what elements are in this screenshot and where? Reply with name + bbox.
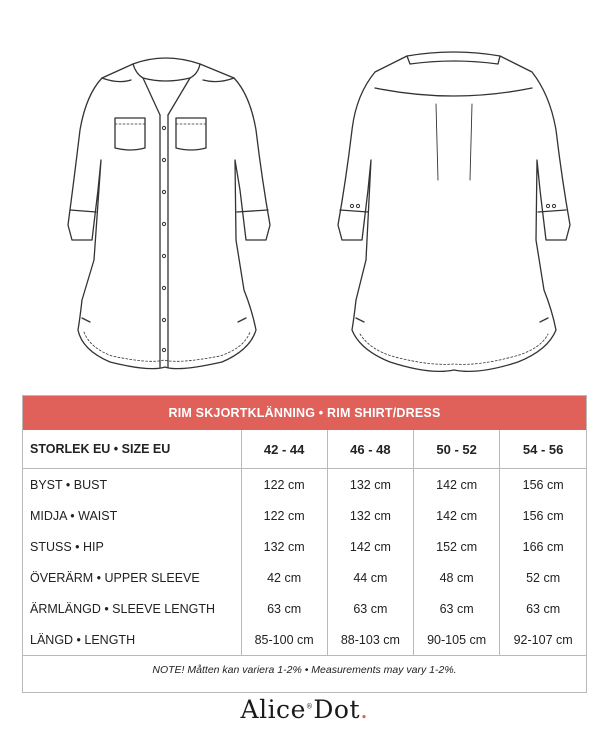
table-cell: 42 cm xyxy=(241,562,327,593)
table-cell: 152 cm xyxy=(414,531,500,562)
table-cell: 90-105 cm xyxy=(414,624,500,656)
row-label: STUSS • HIP xyxy=(30,539,104,554)
table-row xyxy=(23,562,586,593)
table-cell: 63 cm xyxy=(241,593,327,624)
brand-logo xyxy=(0,695,609,724)
table-cell: 132 cm xyxy=(327,500,413,531)
logo-dot: . xyxy=(360,695,369,724)
size-header: 50 - 52 xyxy=(414,430,500,469)
table-cell: 166 cm xyxy=(500,531,586,562)
table-cell: 142 cm xyxy=(414,500,500,531)
table-row xyxy=(23,500,586,531)
table-cell: 122 cm xyxy=(241,500,327,531)
shirt-dress-back-icon xyxy=(338,52,570,371)
measurement-note: NOTE! Måtten kan variera 1-2% • Measurements may vary 1-2%. xyxy=(23,656,586,685)
table-cell: 48 cm xyxy=(414,562,500,593)
table-cell: 52 cm xyxy=(500,562,586,593)
table-cell: 63 cm xyxy=(327,593,413,624)
size-label: STORLEK EU • SIZE EU xyxy=(23,430,241,469)
table-cell: 142 cm xyxy=(414,469,500,501)
size-header: 46 - 48 xyxy=(327,430,413,469)
table-row xyxy=(23,624,586,656)
row-label: LÄNGD • LENGTH xyxy=(30,632,136,647)
logo-text-end: Dot xyxy=(313,695,361,724)
row-label: BYST • BUST xyxy=(30,477,108,492)
size-header: 42 - 44 xyxy=(241,430,327,469)
table-cell: 88-103 cm xyxy=(327,624,413,656)
row-label: ÄRMLÄNGD • SLEEVE LENGTH xyxy=(30,601,215,616)
table-row xyxy=(23,593,586,624)
table-cell: 92-107 cm xyxy=(500,624,586,656)
table-row xyxy=(23,531,586,562)
shirt-dress-front-icon xyxy=(68,58,270,369)
table-cell: 156 cm xyxy=(500,500,586,531)
size-chart xyxy=(22,395,587,693)
table-row xyxy=(23,469,586,501)
table-cell: 142 cm xyxy=(327,531,413,562)
row-label: ÖVERÄRM • UPPER SLEEVE xyxy=(30,570,200,585)
table-cell: 132 cm xyxy=(241,531,327,562)
table-cell: 44 cm xyxy=(327,562,413,593)
header-row xyxy=(23,430,586,469)
table-cell: 63 cm xyxy=(500,593,586,624)
table-cell: 122 cm xyxy=(241,469,327,501)
logo-text: Alice xyxy=(240,695,306,724)
registered-mark: ® xyxy=(305,702,314,711)
table-cell: 156 cm xyxy=(500,469,586,501)
row-label: MIDJA • WAIST xyxy=(30,508,118,523)
size-chart-title: RIM SKJORTKLÄNNING • RIM SHIRT/DRESS xyxy=(23,396,586,430)
size-header: 54 - 56 xyxy=(500,430,586,469)
table-cell: 132 cm xyxy=(327,469,413,501)
table-cell: 85-100 cm xyxy=(241,624,327,656)
table-cell: 63 cm xyxy=(414,593,500,624)
